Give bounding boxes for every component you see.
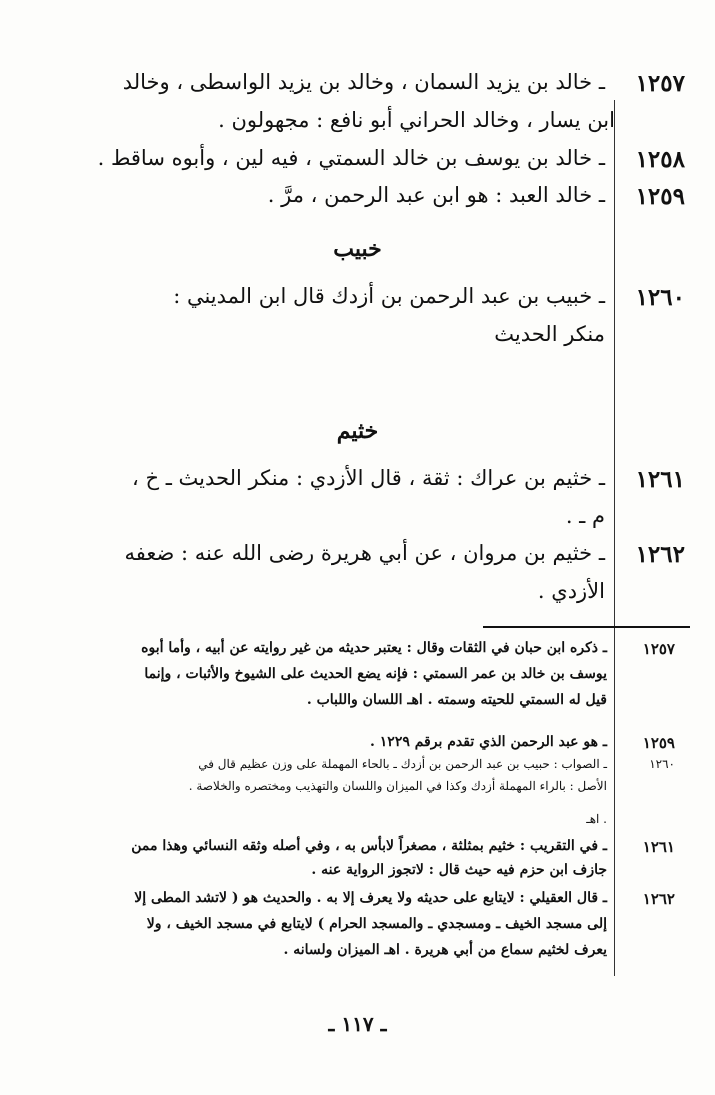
entry-number: ١٢٥٨	[635, 146, 685, 173]
entry-text: ـ خبيب بن عبد الرحمن بن أزدك قال ابن المديني :	[173, 284, 605, 308]
footnote-number: ١٢٦١	[642, 838, 675, 856]
entry-text: ابن يسار ، وخالد الحراني أبو نافع : مجهولون .	[218, 108, 615, 132]
entry-number: ١٢٦٢	[635, 541, 685, 568]
footnote-text: ـ قال العقيلي : لايتابع على حديثه ولا يعرف إلا به . والحديث هو ( لاتشد المطى إلا	[134, 890, 607, 906]
entry-text: ـ خالد بن يوسف بن خالد السمتي ، فيه لين ، وأبوه ساقط .	[97, 146, 605, 170]
entry-text: م ـ .	[565, 504, 605, 528]
footnote-text: ـ الصواب : حبيب بن عبد الرحمن بن أزدك ـ بالحاء المهملة على وزن عظيم قال في	[198, 757, 607, 771]
entry-text: الأزدي .	[537, 579, 605, 603]
entry-number: ١٢٦١	[635, 466, 685, 493]
entry-text: ـ خثيم بن عراك : ثقة ، قال الأزدي : منكر الحديث ـ خ ،	[132, 466, 605, 490]
footnote-number: ١٢٥٩	[642, 734, 675, 752]
footnote-number: ١٢٥٧	[642, 640, 675, 658]
page-number: ـ ١١٧ ـ	[328, 1012, 387, 1036]
footnote-text: الأصل : بالراء المهملة أزدك وكذا في الميزان واللسان والتهذيب ومختصره والخلاصة .	[188, 779, 607, 793]
section-heading: خبيب	[333, 236, 382, 262]
entry-text: ـ خثيم بن مروان ، عن أبي هريرة رضى الله عنه : ضعفه	[124, 541, 605, 565]
entry-number: ١٢٥٩	[635, 183, 685, 210]
footnote-number: ١٢٦٢	[642, 890, 675, 908]
footnote-text: يعرف لخثيم سماع من أبي هريرة . اهـ الميزان ولسانه .	[283, 942, 607, 958]
entry-number: ١٢٦٠	[635, 284, 685, 311]
footnote-text: إلى مسجد الخيف ـ ومسجدي ـ والمسجد الحرام ) لايتابع في مسجد الخيف ، ولا	[146, 916, 607, 932]
footnote-text: ـ في التقريب : خثيم بمثلثة ، مصغراً لابأس به ، وفي أصله وثقه النسائي وهذا ممن	[131, 838, 607, 854]
entry-text: ـ خالد العبد : هو ابن عبد الرحمن ، مرَّ .	[267, 183, 605, 207]
entry-text: ـ خالد بن يزيد السمان ، وخالد بن يزيد الواسطى ، وخالد	[122, 70, 605, 94]
footnote-number: ١٢٦٠	[649, 757, 675, 771]
footnote-separator	[483, 626, 690, 628]
section-heading: خثيم	[336, 418, 379, 444]
footnote-text: يوسف بن خالد بن عمر السمتي : فإنه يضع الحديث على الشيوخ والأثبات ، وإنما	[144, 666, 607, 682]
footnote-text: جازف ابن حزم فيه حيث قال : لاتجوز الرواية عنه .	[311, 862, 607, 878]
footnote-text: قيل له السمتي للحيته وسمته . اهـ اللسان واللباب .	[306, 692, 607, 708]
footnote-text: ـ ذكره ابن حبان في الثقات وقال : يعتبر حديثه من غير روايته عن أبيه ، وأما أبوه	[141, 640, 607, 656]
footnote-text: ـ هو عبد الرحمن الذي تقدم برقم ١٢٢٩ .	[370, 734, 607, 750]
entry-number: ١٢٥٧	[635, 70, 685, 97]
footnote-text: . اهـ	[586, 812, 607, 826]
entry-text: منكر الحديث	[494, 322, 605, 346]
